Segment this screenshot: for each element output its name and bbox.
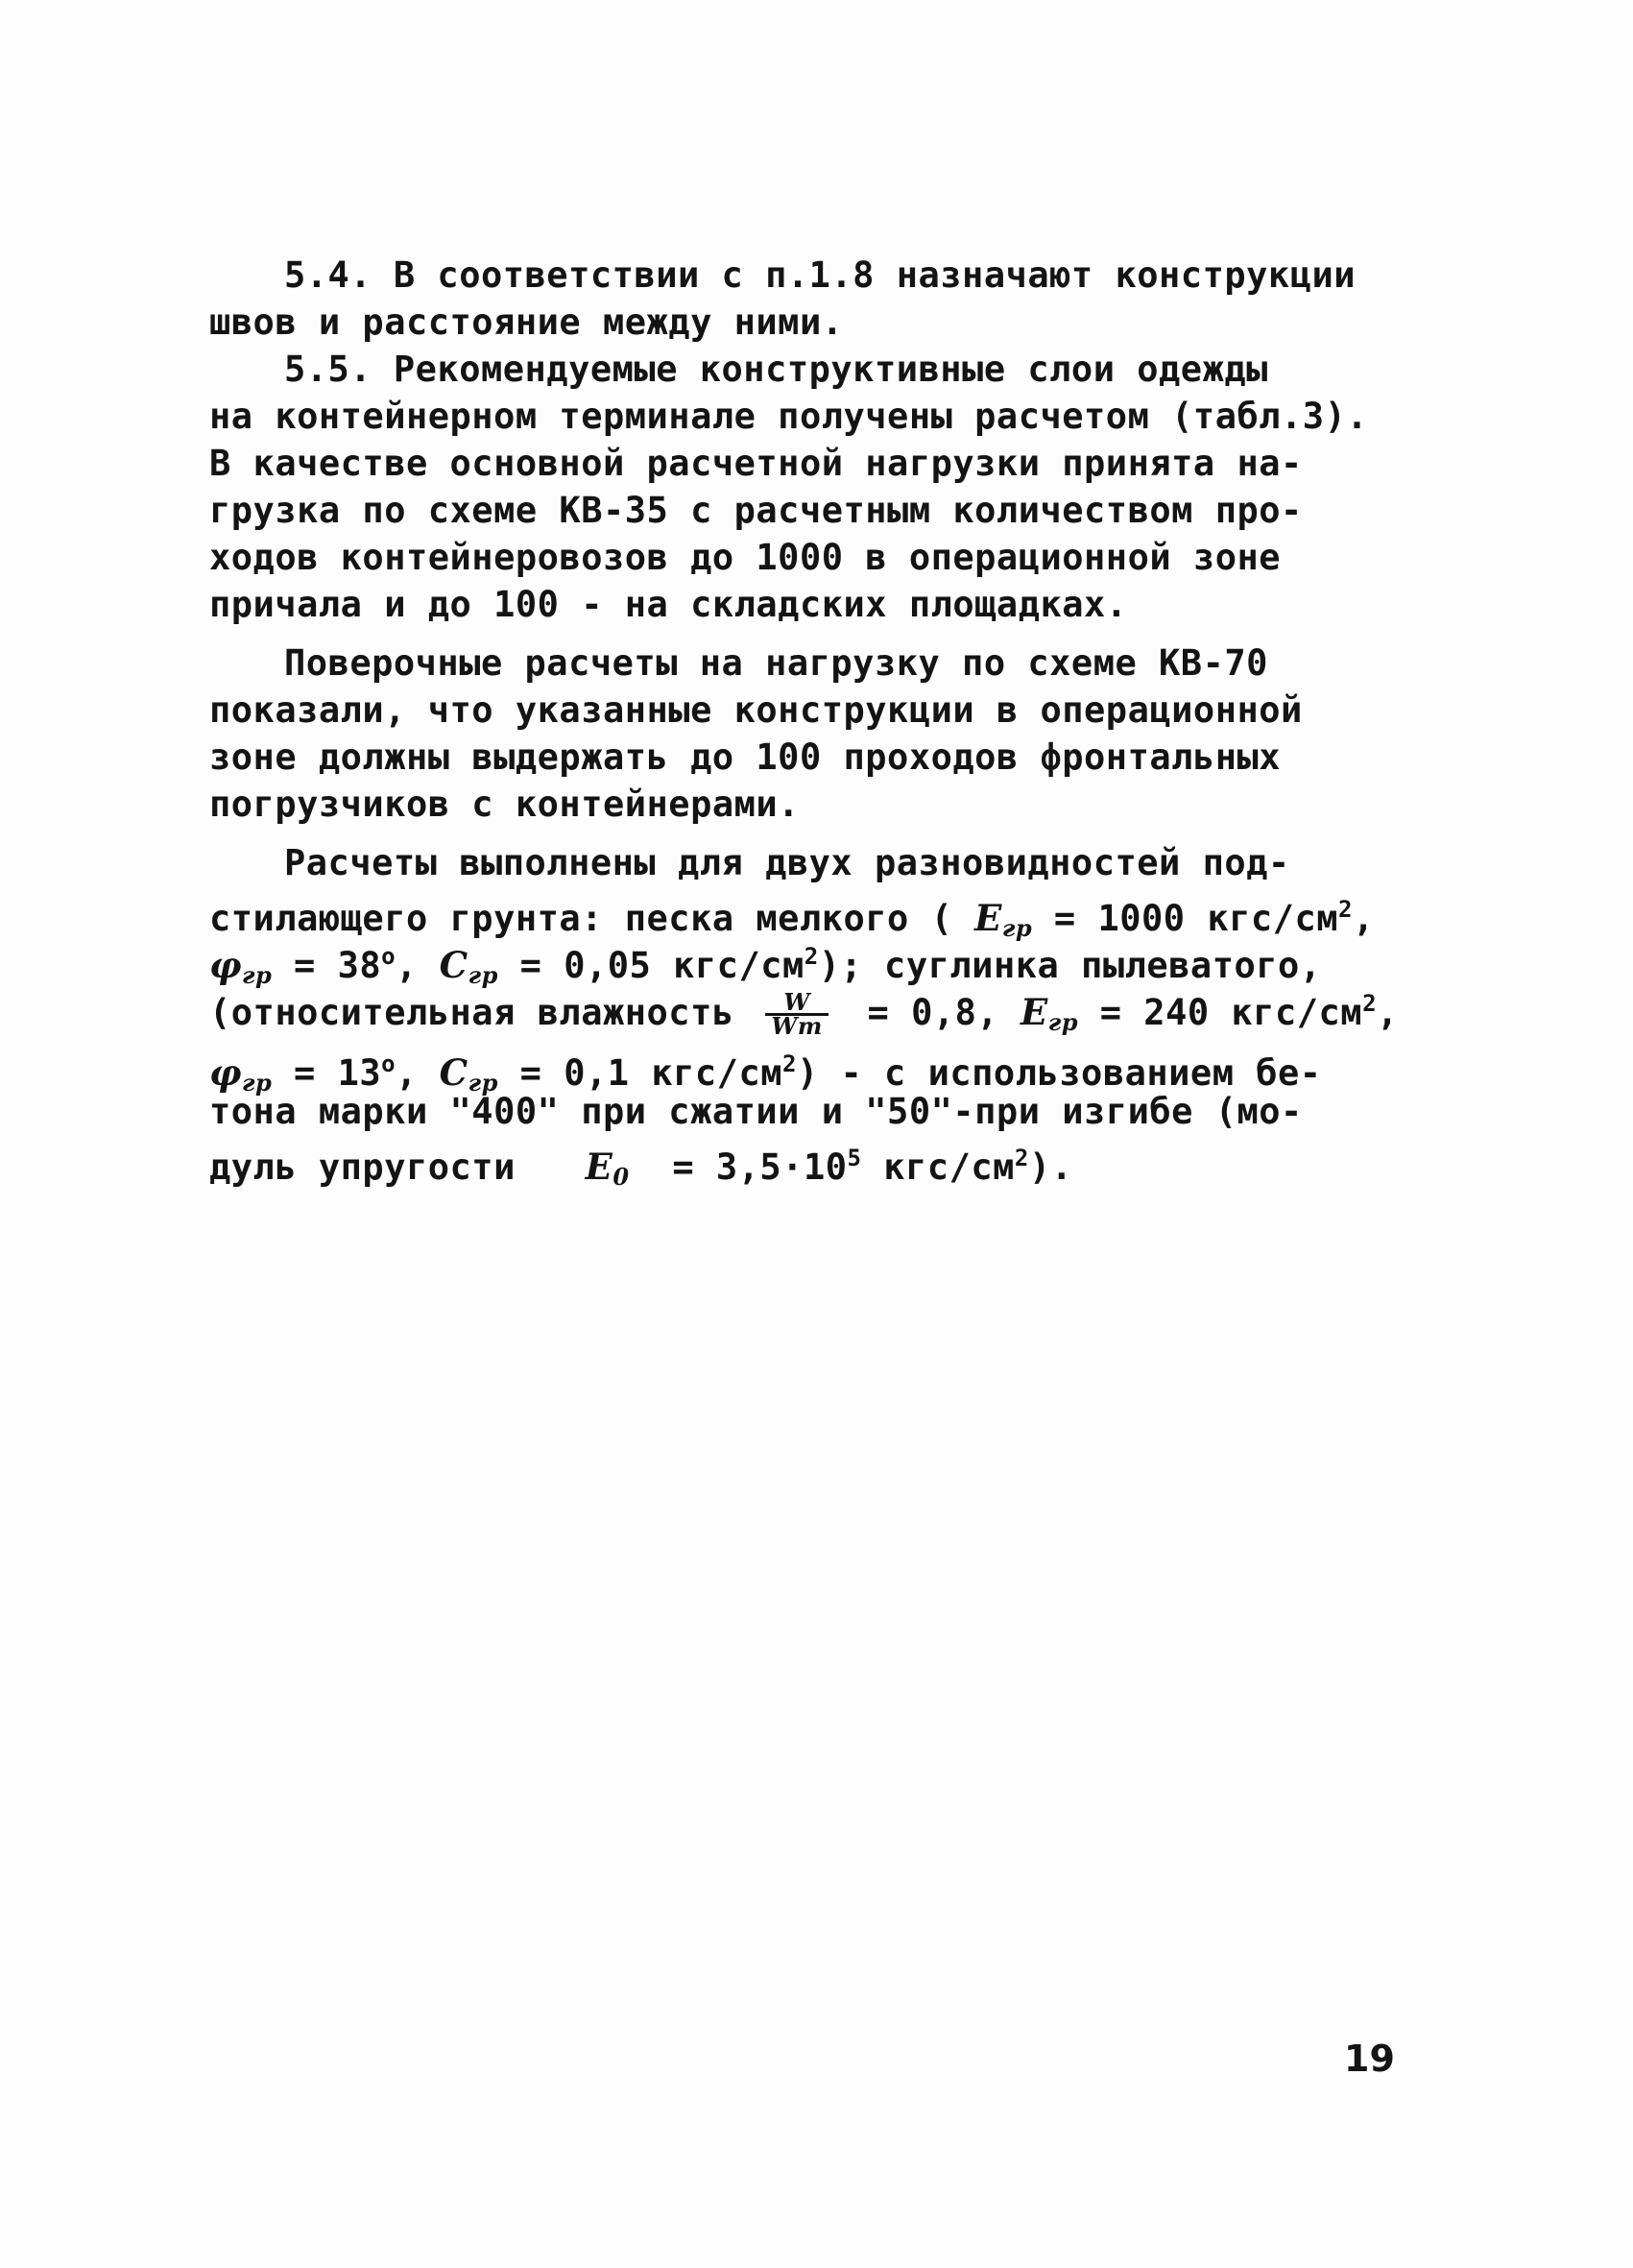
- paragraph-check-line-1: Поверочные расчеты на нагрузку по схеме КВ-70: [284, 642, 1268, 684]
- fraction-numerator: W: [765, 992, 828, 1016]
- gr-subscript: гр: [1047, 1008, 1078, 1036]
- c-symbol: C: [439, 944, 468, 986]
- paragraph-calc-line-2: [209, 886, 1419, 942]
- paragraph-5-5-line-5: ходов контейнеровозов до 1000 в операционной зоне: [209, 537, 1282, 578]
- square-superscript: 2: [804, 943, 819, 970]
- paragraph-check-line-4: погрузчиков с контейнерами.: [209, 784, 800, 825]
- calc-text: = 13: [272, 1052, 382, 1094]
- paragraph-check-line-3: зоне должны выдержать до 100 проходов фронтальных: [209, 736, 1282, 778]
- c-symbol: C: [439, 1051, 468, 1094]
- calc-text: = 240 кгс/см: [1077, 992, 1363, 1033]
- calc-text: = 0,1 кгс/см: [497, 1052, 782, 1094]
- square-superscript: 2: [782, 1050, 797, 1077]
- paragraph-calc-line-1: Расчеты выполнены для двух разновидностей под-: [284, 842, 1290, 883]
- calc-text: ).: [1028, 1146, 1073, 1188]
- paragraph-calc-line-5: [209, 1041, 1419, 1097]
- calc-text: ) - с использованием бе-: [796, 1052, 1322, 1094]
- gr-subscript: гр: [241, 961, 273, 989]
- paragraph-calc-line-7: [209, 1135, 1419, 1191]
- power-superscript: 5: [847, 1145, 862, 1171]
- denominator-subscript: т: [797, 1012, 823, 1040]
- calc-text: ); суглинка пылеватого,: [818, 945, 1322, 986]
- paragraph-5-5-line-6: причала и до 100 - на складских площадках.: [209, 584, 1128, 625]
- paragraph-calc-line-4: [209, 980, 1419, 1040]
- modulus-symbol: [1020, 991, 1078, 1036]
- fraction-denominator: [765, 1012, 828, 1040]
- e-symbol: E: [1020, 991, 1048, 1033]
- phi-symbol: φ: [209, 944, 242, 986]
- paragraph-5-5-line-1: 5.5. Рекомендуемые конструктивные слои одежды: [284, 349, 1268, 390]
- calc-text: стилающего грунта: песка мелкого (: [209, 898, 975, 939]
- degree-superscript: o: [381, 1050, 396, 1077]
- page-number: 19: [1344, 2038, 1395, 2080]
- denominator-w: W: [771, 1012, 798, 1040]
- paragraph-check-line-2: показали, что указанные конструкции в операционной: [209, 689, 1303, 731]
- paragraph-5-4-line-1: 5.4. В соответствии с п.1.8 назначают конструкции: [284, 254, 1357, 296]
- gr-subscript: гр: [468, 961, 498, 989]
- paragraph-5-5-line-2: на контейнерном терминале получены расчетом (табл.3).: [209, 396, 1369, 437]
- gr-subscript: гр: [468, 1069, 498, 1097]
- elastic-modulus-symbol: [585, 1146, 630, 1191]
- calc-text: (относительная влажность: [209, 992, 756, 1033]
- square-superscript: 2: [1014, 1145, 1029, 1171]
- calc-text: = 0,8,: [845, 992, 1021, 1033]
- gr-subscript: гр: [241, 1069, 273, 1097]
- gr-subscript: гр: [1001, 914, 1033, 942]
- degree-superscript: o: [381, 943, 396, 970]
- paragraph-calc-line-3: [209, 933, 1419, 989]
- calc-text: ,: [1377, 992, 1399, 1033]
- paragraph-5-5-line-3: В качестве основной расчетной нагрузки принята на-: [209, 443, 1303, 484]
- calc-text: = 0,05 кгс/см: [497, 945, 804, 986]
- calc-text: = 38: [272, 945, 382, 986]
- phi-symbol: φ: [209, 1051, 242, 1094]
- body-text: [209, 252, 1419, 1191]
- e-symbol: E: [585, 1146, 613, 1188]
- e-symbol: E: [974, 897, 1002, 939]
- calc-text: дуль упругости: [209, 1146, 538, 1188]
- zero-subscript: 0: [612, 1163, 630, 1191]
- paragraph-5-4-line-2: швов и расстояние между ними.: [209, 302, 844, 343]
- calc-text: ,: [1352, 898, 1375, 939]
- square-superscript: 2: [1362, 990, 1378, 1017]
- moisture-fraction: [765, 988, 828, 1040]
- calc-text: ,: [396, 945, 440, 986]
- calc-text: = 1000 кгс/см: [1032, 898, 1339, 939]
- paragraph-5-5-line-4: грузка по схеме КВ-35 с расчетным количеством про-: [209, 490, 1303, 531]
- square-superscript: 2: [1338, 896, 1353, 923]
- calc-text: ,: [396, 1052, 440, 1094]
- calc-text: = 3,5·10: [650, 1146, 848, 1188]
- paragraph-calc-line-6: тона марки "400" при сжатии и "50"-при изгибе (мо-: [209, 1091, 1303, 1132]
- calc-text: кгс/см: [861, 1146, 1015, 1188]
